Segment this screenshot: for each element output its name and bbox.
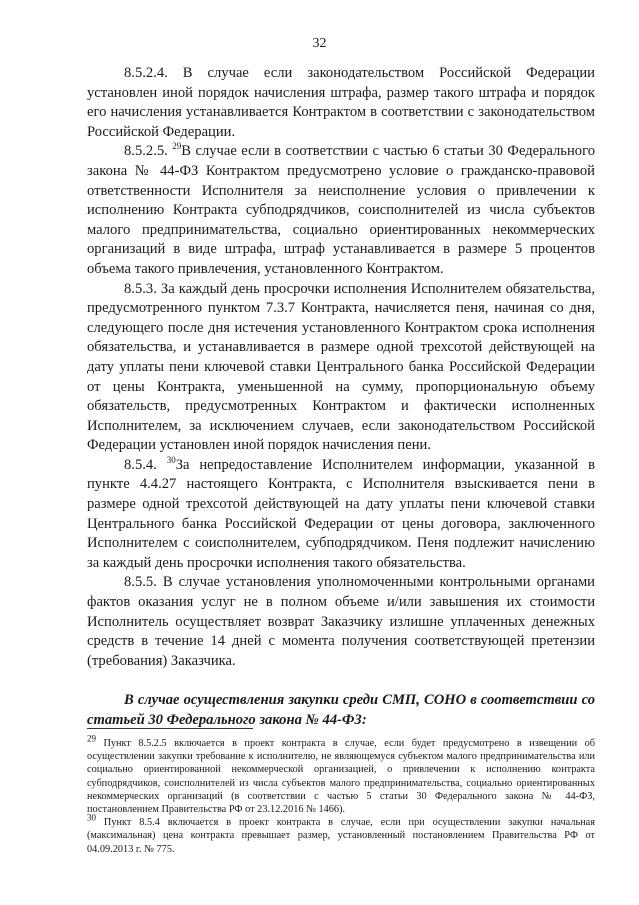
footnote-text: Пункт 8.5.4 включается в проект контракта в случае, если при осуществлении закупки начальная (максимальная) цена контракта превышает размер, установленный постановлением Правительства РФ от 04.09.2013 г. № 775. bbox=[87, 817, 595, 855]
clause-8-5-4 bbox=[87, 456, 595, 574]
clause-text: В случае если в соответствии с частью 6 статьи 30 Федерального закона № 44-ФЗ Контрактом предусмотрено условие о гражданско-правовой ответственности Исполнителя за неисполнение условия о привлечении к исполнению Контракта субподрядчиков, соисполнителей из числа субъектов малого предпринимательства, социально ориентированных некоммерческих организаций в виде штрафа, штраф устанавливается в размере 5 процентов объема такого привлечения, установленного Контрактом. bbox=[87, 143, 595, 277]
clause-8-5-2-4 bbox=[87, 64, 595, 142]
footnote-ref-30[interactable]: 30 bbox=[166, 455, 176, 466]
footnote-29 bbox=[87, 733, 595, 816]
clause-text: 8.5.2.4. В случае если законодательством Российской Федерации установлен иной порядок начисления штрафа, размер такого штрафа и порядок его начисления устанавливается Контрактом в соответствии с законодательством Российской Федерации. bbox=[87, 65, 595, 140]
clause-8-5-5 bbox=[87, 573, 595, 671]
footnotes bbox=[87, 728, 595, 856]
footnote-text: Пункт 8.5.2.5 включается в проект контракта в случае, если будет предусмотрено в извещении об осуществлении закупки требование к исполнителю, не являющемуся субъектом малого предпринимательства или социально ориентированной некоммерческой организацией, о привлечении к исполнению контракта субподрядчиков, соисполнителей из числа субъектов малого предпринимательства, социально ориентированных некоммерческих организаций (в соответствии с частью 5 статьи 30 Федерального закона № 44-ФЗ, постановлением Правительства РФ от 23.12.2016 № 1466). bbox=[87, 738, 595, 816]
clause-8-5-2-5 bbox=[87, 142, 595, 279]
clause-text: За непредоставление Исполнителем информации, указанной в пункте 4.4.27 настоящего Контракта, с Исполнителя взыскивается пени в размере одной трехсотой действующей на дату уплаты пени ключевой ставки Центрального банка Российской Федерации от цены договора, заключенного Исполнителем с соисполнителем, субподрядчиком. Пеня подлежит начислению за каждый день просрочки исполнения такого обязательства. bbox=[87, 456, 595, 571]
document-body bbox=[87, 64, 595, 731]
clause-number: 8.5.2.5. bbox=[124, 143, 173, 160]
section-heading: В случае осуществления закупки среди СМП, СОНО в соответствии со статьей 30 Федерального закона № 44-ФЗ: bbox=[87, 692, 595, 728]
clause-text: 8.5.5. В случае установления уполномоченными контрольными органами фактов оказания услуг не в полном объеме и/или завышения их стоимости Исполнитель осуществляет возврат Заказчику излишне уплаченных денежных средств в течение 14 дней с момента получения соответствующей претензии (требования) Заказчика. bbox=[87, 574, 595, 669]
clause-number: 8.5.4. bbox=[124, 456, 167, 473]
footnote-ref-29[interactable]: 29 bbox=[172, 141, 182, 152]
clause-8-5-3 bbox=[87, 280, 595, 456]
page-number: 32 bbox=[312, 36, 327, 51]
footnote-marker: 30 bbox=[87, 812, 96, 823]
footnote-marker: 29 bbox=[87, 733, 96, 744]
footnote-divider bbox=[87, 728, 253, 729]
clause-text: 8.5.3. За каждый день просрочки исполнения Исполнителем обязательства, предусмотренного пунктом 7.3.7 Контракта, начисляется пеня, начиная со дня, следующего после дня истечения установленного Контрактом срока исполнения обязательства, и устанавливается в размере одной трехсотой действующей на дату уплаты пени ключевой ставки Центрального банка Российской Федерации от цены Контракта, уменьшенной на сумму, пропорциональную объему обязательств, предусмотренных Контрактом и фактически исполненных Исполнителем, за исключением случаев, если законодательством Российской Федерации установлен иной порядок начисления пени. bbox=[87, 280, 595, 454]
footnote-30 bbox=[87, 812, 595, 856]
